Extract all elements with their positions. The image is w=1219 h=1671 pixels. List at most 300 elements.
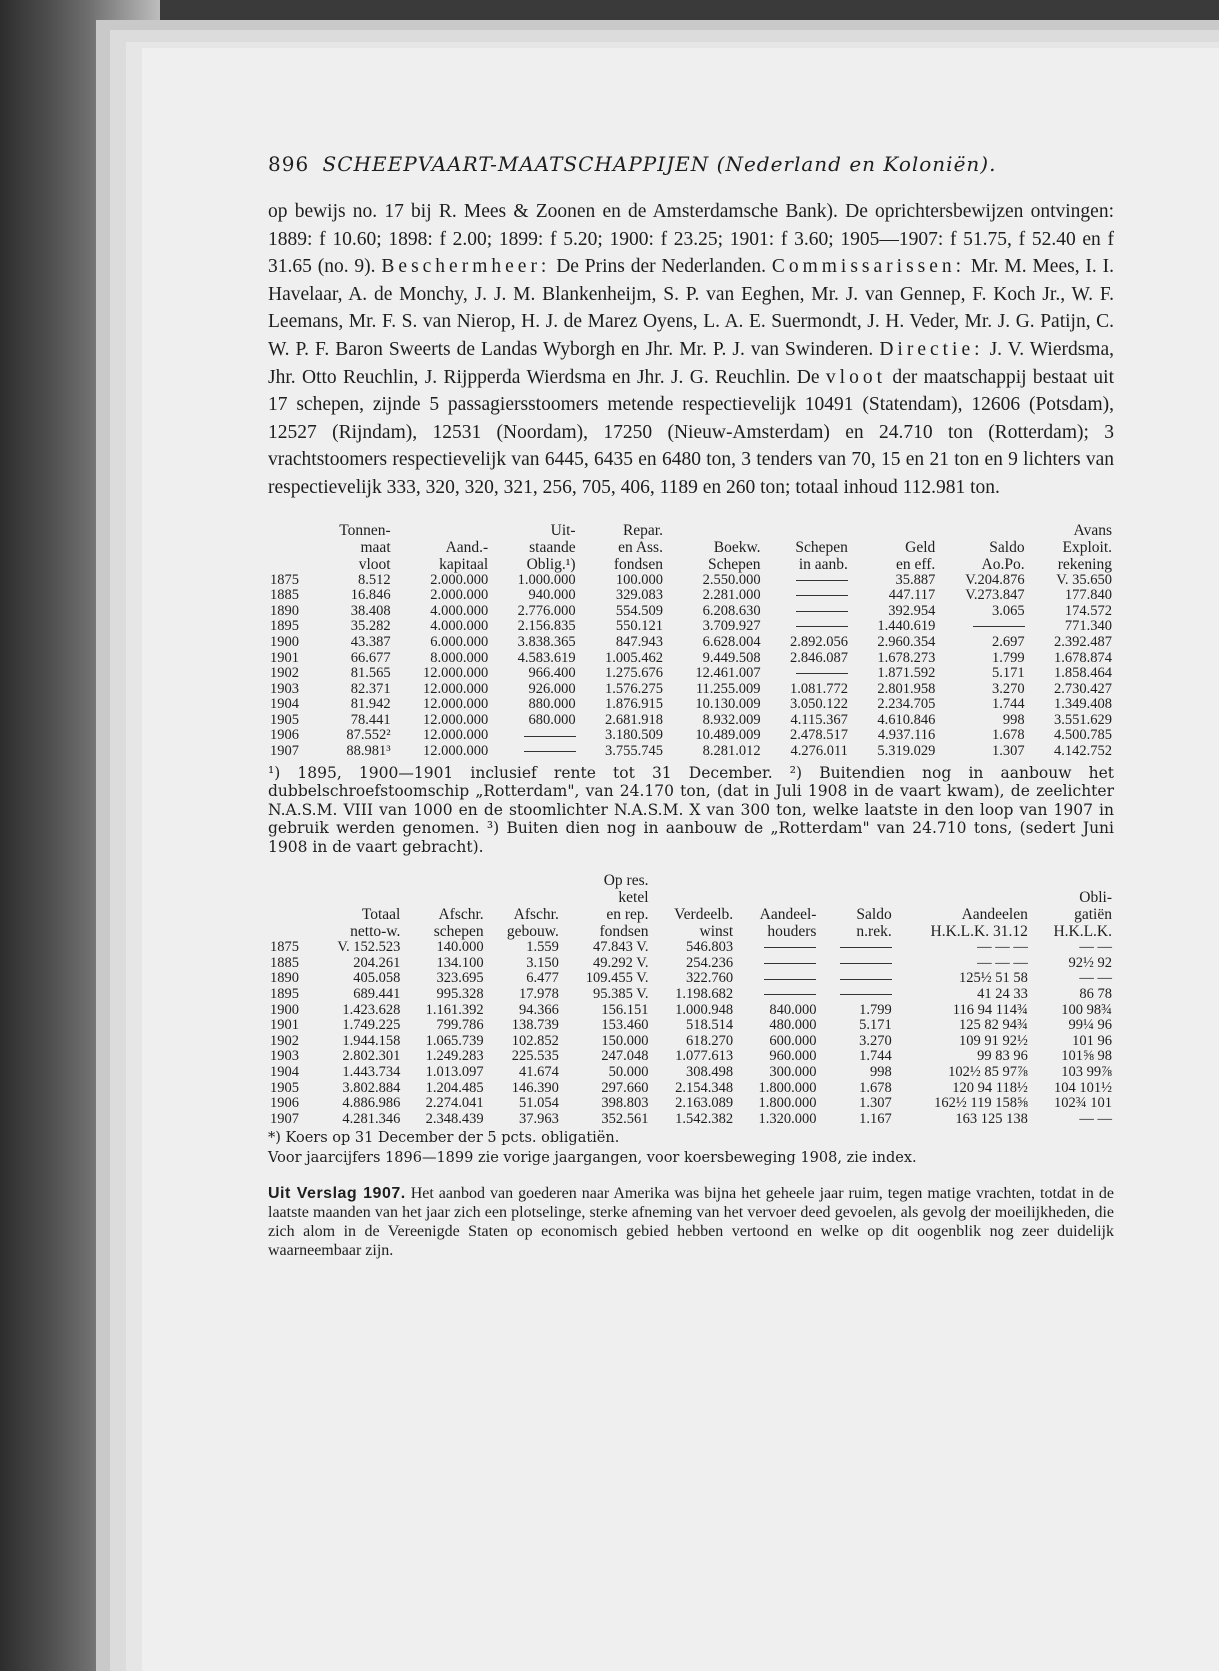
- value-cell: 10.130.009: [695, 696, 761, 713]
- value-cell: 11.255.009: [695, 680, 761, 697]
- value-cell: — —: [1079, 1110, 1112, 1127]
- table-row: [268, 728, 1114, 744]
- value-cell: 1.065.739: [425, 1032, 484, 1049]
- value-cell: 323.695: [436, 970, 484, 987]
- value-cell: 8.932.009: [702, 711, 761, 728]
- value-cell: 1.944.158: [342, 1032, 401, 1049]
- value-cell: — —: [1079, 970, 1112, 987]
- value-cell: 247.048: [601, 1048, 649, 1065]
- verslag-lead: Uit Verslag 1907.: [268, 1185, 406, 1203]
- year-cell: 1875: [270, 571, 299, 588]
- table-header-row: [268, 522, 1114, 573]
- value-cell: 2.550.000: [702, 571, 761, 588]
- value-cell: 1.858.464: [1054, 665, 1112, 682]
- value-cell: 2.281.000: [702, 587, 761, 604]
- value-cell: 99 83 96: [977, 1048, 1028, 1065]
- value-cell: 92½ 92: [1068, 954, 1112, 971]
- year-cell: 1907: [270, 743, 299, 760]
- column-header: Saldo n.rek.: [856, 906, 892, 941]
- value-cell: 8.512: [358, 571, 391, 588]
- value-cell: 2.392.487: [1054, 633, 1112, 650]
- value-cell: 392.954: [888, 602, 936, 619]
- dash-mark: [796, 626, 848, 627]
- value-cell: 102½ 85 97⅞: [948, 1063, 1028, 1080]
- year-cell: 1890: [270, 970, 299, 987]
- column-header: Aandeelen H.K.L.K. 31.12: [930, 906, 1028, 941]
- table-row: [268, 1003, 1114, 1019]
- value-cell: 12.000.000: [422, 665, 489, 682]
- value-cell: 12.000.000: [422, 696, 489, 713]
- value-cell: 41 24 33: [977, 985, 1028, 1002]
- value-cell: [818, 987, 893, 1003]
- value-cell: [735, 971, 818, 987]
- value-cell: 1.077.613: [675, 1048, 734, 1065]
- value-cell: 322.760: [686, 970, 734, 987]
- year-cell: 1904: [270, 696, 299, 713]
- value-cell: 799.786: [436, 1017, 484, 1034]
- value-cell: 2.156.835: [517, 618, 576, 635]
- value-cell: — — —: [977, 954, 1028, 971]
- year-cell: 1905: [270, 1079, 299, 1096]
- value-cell: 300.000: [769, 1063, 817, 1080]
- value-cell: 1.799: [859, 1001, 892, 1018]
- year-cell: 1906: [270, 1095, 299, 1112]
- verslag-text: Het aanbod van goederen naar Amerika was bijna het geheele jaar ruim, tegen matige vrachten, totdat in de laatste maanden van het jaar zich een plotselinge, sterke afneming van het vervoer deed gevoelen, als gevolg der moeilijkheden, die zich alom in de Vereenigde Staten op economisch gebied hebben vertoond en welke op dit oogenblik nog zeer duidelijk waarneembaar zijn.: [268, 1185, 1115, 1259]
- dash-mark: [524, 751, 576, 752]
- vloot-pre: De: [796, 366, 820, 388]
- value-cell: 1.744: [859, 1048, 892, 1065]
- value-cell: 78.441: [350, 711, 391, 728]
- value-cell: 554.509: [615, 602, 663, 619]
- value-cell: 109 91 92½: [958, 1032, 1028, 1049]
- value-cell: 50.000: [608, 1063, 649, 1080]
- value-cell: 2.776.000: [517, 602, 576, 619]
- results-footnote: *) Koers op 31 December der 5 pcts. obligatiën.: [268, 1130, 620, 1147]
- table-row: [268, 682, 1114, 698]
- value-cell: 329.083: [615, 587, 663, 604]
- value-cell: 4.937.116: [877, 727, 936, 744]
- value-cell: 1.000.948: [675, 1001, 734, 1018]
- value-cell: [937, 619, 1026, 635]
- year-cell: 1906: [270, 727, 299, 744]
- value-cell: 3.050.122: [789, 696, 848, 713]
- value-cell: 4.610.846: [877, 711, 936, 728]
- value-cell: 81.565: [350, 665, 391, 682]
- value-cell: 41.674: [518, 1063, 559, 1080]
- value-cell: 100.000: [615, 571, 663, 588]
- value-cell: 138.739: [511, 1017, 559, 1034]
- value-cell: 9.449.508: [702, 649, 761, 666]
- year-cell: 1900: [270, 633, 299, 650]
- value-cell: 146.390: [511, 1079, 559, 1096]
- value-cell: 1.307: [859, 1095, 892, 1112]
- value-cell: [763, 604, 850, 620]
- value-cell: 95.385 V.: [593, 985, 649, 1002]
- column-header: Saldo Ao.Po.: [981, 538, 1025, 573]
- year-cell: 1907: [270, 1110, 299, 1127]
- beschermheer-text: De Prins der Nederlanden.: [556, 256, 766, 278]
- table-row: [268, 940, 1114, 956]
- directie-text: J. V. Wierdsma, Jhr. Otto Reuchlin, J. Rijpperda Wierdsma en Jhr. J. G. Reuchlin.: [268, 338, 1115, 388]
- value-cell: 125 82 94¾: [958, 1017, 1028, 1034]
- value-cell: [763, 573, 850, 589]
- column-header: Totaal netto-w.: [350, 906, 401, 941]
- value-cell: 2.697: [991, 633, 1025, 650]
- value-cell: 116 94 114¾: [952, 1001, 1028, 1018]
- value-cell: 140.000: [436, 939, 484, 956]
- value-cell: 2.163.089: [675, 1095, 734, 1112]
- vloot-text: der maatschappij bestaat uit 17 schepen, zijnde 5 passagiersstoomers metende respectievelijk 10491 (Statendam), 12606 (Potsdam), 12527 (Rijndam), 12531 (Noordam), 17250 (Nieuw-Amsterdam) en 24.710 ton (Rotterdam); 3 vrachtstoomers respectievelijk van 6445, 6435 en 6480 ton, 3 tenders van 70, 15 en 21 ton en 9 lichters van respectievelijk 333, 320, 320, 321, 256, 705, 406, 1189 en 260 ton; totaal inhoud 112.981 ton.: [268, 366, 1114, 498]
- table-header-row: [268, 872, 1114, 940]
- value-cell: 134.100: [436, 954, 484, 971]
- table-row: [268, 1081, 1114, 1097]
- value-cell: 3.180.509: [604, 727, 663, 744]
- value-cell: 1.440.619: [877, 618, 936, 635]
- value-cell: 4.500.785: [1054, 727, 1112, 744]
- value-cell: 86 78: [1079, 985, 1112, 1002]
- value-cell: 352.561: [601, 1110, 649, 1127]
- year-cell: 1904: [270, 1063, 299, 1080]
- value-cell: 1.542.382: [675, 1110, 734, 1127]
- value-cell: 102¾ 101: [1054, 1095, 1112, 1112]
- value-cell: 2.274.041: [425, 1095, 484, 1112]
- value-cell: 254.236: [686, 954, 734, 971]
- value-cell: 3.709.927: [702, 618, 761, 635]
- commissarissen-label: Commissarissen:: [771, 256, 966, 278]
- column-header: Aand.- kapitaal: [439, 538, 489, 573]
- value-cell: 998: [869, 1063, 892, 1080]
- header-title: SCHEEPVAART-MAATSCHAPPIJEN (Nederland en Koloniën).: [322, 152, 997, 176]
- dash-mark: [796, 580, 848, 581]
- value-cell: 16.846: [350, 587, 391, 604]
- dash-mark: [796, 611, 848, 612]
- table-row: [268, 573, 1114, 589]
- value-cell: 153.460: [601, 1017, 649, 1034]
- intro-paragraph: [268, 198, 1114, 502]
- value-cell: 995.328: [436, 985, 484, 1002]
- value-cell: 1.423.628: [342, 1001, 401, 1018]
- value-cell: 6.477: [526, 970, 559, 987]
- column-header: Obli- gatiën H.K.L.K.: [1053, 889, 1112, 941]
- value-cell: 3.755.745: [604, 743, 663, 760]
- value-cell: [490, 728, 577, 744]
- value-cell: 37.963: [518, 1110, 559, 1127]
- value-cell: 2.000.000: [430, 587, 489, 604]
- value-cell: V. 152.523: [337, 939, 401, 956]
- dash-mark: [524, 736, 576, 737]
- dash-mark: [796, 673, 848, 674]
- table-row: [268, 1096, 1114, 1112]
- value-cell: V. 35.650: [1056, 571, 1112, 588]
- value-cell: 4.583.619: [517, 649, 576, 666]
- value-cell: 81.942: [350, 696, 391, 713]
- value-cell: [490, 744, 577, 760]
- column-header: [268, 522, 315, 573]
- value-cell: 618.270: [686, 1032, 734, 1049]
- value-cell: 926.000: [528, 680, 576, 697]
- dash-mark: [840, 963, 892, 964]
- value-cell: 1.800.000: [758, 1095, 817, 1112]
- value-cell: 174.572: [1064, 602, 1112, 619]
- dash-mark: [973, 626, 1025, 627]
- value-cell: 2.801.958: [877, 680, 936, 697]
- value-cell: 82.371: [350, 680, 391, 697]
- value-cell: 88.981³: [346, 743, 391, 760]
- value-cell: 771.340: [1064, 618, 1112, 635]
- results-note: Voor jaarcijfers 1896—1899 zie vorige jaargangen, voor koersbeweging 1908, zie index.: [268, 1150, 917, 1167]
- dash-mark: [796, 595, 848, 596]
- value-cell: 47.843 V.: [593, 939, 649, 956]
- value-cell: 2.348.439: [425, 1110, 484, 1127]
- value-cell: 8.000.000: [430, 649, 489, 666]
- year-cell: 1902: [270, 1032, 299, 1049]
- table-row: [268, 635, 1114, 651]
- table-row: [268, 1018, 1114, 1034]
- column-header: Uit- staande Oblig.¹): [526, 521, 576, 573]
- value-cell: 49.292 V.: [593, 954, 649, 971]
- value-cell: 162½ 119 158⅝: [934, 1095, 1028, 1112]
- value-cell: 1.678: [859, 1079, 892, 1096]
- value-cell: 150.000: [601, 1032, 649, 1049]
- dash-mark: [840, 994, 892, 995]
- value-cell: 6.000.000: [430, 633, 489, 650]
- results-table: [268, 872, 1114, 1127]
- value-cell: 1.443.734: [342, 1063, 401, 1080]
- commissarissen-text: Mr. M. Mees, I. I. Havelaar, A. de Monchy, J. J. M. Blankenheijm, S. P. van Eeghen, Mr. J. van Gennep, F. Koch Jr., W. F. Leemans, Mr. F. S. van Nierop, H. J. de Marez Oyens, L. A. E. Suermondt, J. H. Veder, Mr. J. G. Patijn, C. W. P. F. Baron Sweerts de Landas Wyborgh en Jhr. Mr. P. J. van Swinderen.: [268, 256, 1114, 360]
- value-cell: 5.319.029: [877, 743, 936, 760]
- column-header: Avans Exploit. rekening: [1057, 521, 1112, 573]
- value-cell: 12.000.000: [422, 727, 489, 744]
- value-cell: [818, 956, 893, 972]
- value-cell: 6.208.630: [702, 602, 761, 619]
- value-cell: 4.276.011: [790, 743, 848, 760]
- value-cell: 308.498: [686, 1063, 734, 1080]
- value-cell: 847.943: [615, 633, 663, 650]
- value-cell: 3.551.629: [1054, 711, 1112, 728]
- table-row: [268, 971, 1114, 987]
- year-cell: 1895: [270, 618, 299, 635]
- value-cell: [763, 588, 850, 604]
- running-header: [268, 152, 1114, 176]
- balance-footnote: ¹) 1895, 1900—1901 inclusief rente tot 31 December. ²) Buitendien nog in aanbouw het dubbelschroefstoomschip „Rotterdam", van 24.170 ton, (dat in Juli 1908 in de vaart kwam), de zeelichter N.A.S.M. VIII van 1000 en de stoomlichter N.A.S.M. X van 300 ton, welke laatste in den loop van 1907 in gebruik werden genomen. ³) Buiten dien nog in aanbouw de „Rotterdam" van 24.710 tons, (sedert Juni 1908 in de vaart gebracht).: [268, 763, 1114, 856]
- value-cell: V.273.847: [965, 587, 1025, 604]
- year-cell: 1890: [270, 602, 299, 619]
- value-cell: 2.000.000: [430, 571, 489, 588]
- value-cell: 689.441: [353, 985, 401, 1002]
- value-cell: 225.535: [511, 1048, 559, 1065]
- balance-table: [268, 522, 1114, 760]
- value-cell: 840.000: [769, 1001, 817, 1018]
- year-cell: 1901: [270, 1017, 299, 1034]
- dash-mark: [764, 947, 816, 948]
- page-content: [268, 152, 1114, 1276]
- value-cell: 1.871.592: [877, 665, 936, 682]
- value-cell: [763, 619, 850, 635]
- value-cell: 2.960.354: [877, 633, 936, 650]
- value-cell: 1.320.000: [758, 1110, 817, 1127]
- value-cell: [735, 940, 818, 956]
- value-cell: 1.013.097: [425, 1063, 484, 1080]
- value-cell: 447.117: [888, 587, 936, 604]
- value-cell: 1.307: [991, 743, 1025, 760]
- table-row: [268, 697, 1114, 713]
- value-cell: 6.628.004: [702, 633, 761, 650]
- dash-mark: [840, 947, 892, 948]
- value-cell: 204.261: [353, 954, 401, 971]
- value-cell: [735, 987, 818, 1003]
- value-cell: 998: [1002, 711, 1025, 728]
- value-cell: 100 98¾: [1061, 1001, 1112, 1018]
- value-cell: 12.000.000: [422, 743, 489, 760]
- value-cell: 120 94 118½: [952, 1079, 1028, 1096]
- column-header: Verdeelb. winst: [674, 906, 734, 941]
- value-cell: 1.204.485: [425, 1079, 484, 1096]
- value-cell: 5.171: [991, 665, 1025, 682]
- value-cell: 1.744: [991, 696, 1025, 713]
- value-cell: 35.282: [350, 618, 391, 635]
- value-cell: V.204.876: [965, 571, 1025, 588]
- value-cell: 4.281.346: [342, 1110, 401, 1127]
- value-cell: 156.151: [601, 1001, 649, 1018]
- table-row: [268, 619, 1114, 635]
- table-row: [268, 1049, 1114, 1065]
- value-cell: 550.121: [615, 618, 663, 635]
- value-cell: 109.455 V.: [585, 970, 649, 987]
- value-cell: 2.846.087: [789, 649, 848, 666]
- column-header: Aandeel- houders: [759, 906, 817, 941]
- value-cell: 104 101½: [1054, 1079, 1112, 1096]
- table-row: [268, 744, 1114, 760]
- value-cell: [818, 940, 893, 956]
- value-cell: 12.000.000: [422, 711, 489, 728]
- year-cell: 1895: [270, 985, 299, 1002]
- value-cell: 1.678: [991, 727, 1025, 744]
- value-cell: 1.249.283: [425, 1048, 484, 1065]
- value-cell: 43.387: [350, 633, 391, 650]
- value-cell: 4.115.367: [790, 711, 848, 728]
- column-header: Repar. en Ass. fondsen: [613, 521, 663, 573]
- verslag-paragraph: [268, 1185, 1114, 1260]
- value-cell: 2.154.348: [675, 1079, 734, 1096]
- value-cell: 1.559: [526, 939, 559, 956]
- value-cell: 3.802.884: [342, 1079, 401, 1096]
- value-cell: 1.678.874: [1054, 649, 1112, 666]
- column-header: Op res. ketel en rep. fondsen: [599, 872, 649, 941]
- table-row: [268, 713, 1114, 729]
- year-cell: 1902: [270, 665, 299, 682]
- value-cell: 680.000: [528, 711, 576, 728]
- value-cell: [735, 956, 818, 972]
- table-row: [268, 987, 1114, 1003]
- value-cell: 125½ 51 58: [958, 970, 1028, 987]
- value-cell: 101 96: [1072, 1032, 1112, 1049]
- value-cell: 103 99⅞: [1061, 1063, 1112, 1080]
- value-cell: 8.281.012: [702, 743, 761, 760]
- table-row: [268, 1034, 1114, 1050]
- column-header: Afschr. gebouw.: [506, 906, 559, 941]
- value-cell: 1.749.225: [342, 1017, 401, 1034]
- value-cell: 297.660: [601, 1079, 649, 1096]
- column-header: Schepen in aanb.: [795, 538, 848, 573]
- value-cell: [763, 666, 850, 682]
- column-header: Afschr. schepen: [433, 906, 484, 941]
- column-header: Geld en eff.: [896, 538, 936, 573]
- beschermheer-label: Beschermheer:: [381, 256, 551, 278]
- value-cell: — — —: [977, 939, 1028, 956]
- dash-mark: [840, 979, 892, 980]
- value-cell: 102.852: [511, 1032, 559, 1049]
- value-cell: 480.000: [769, 1017, 817, 1034]
- value-cell: 1.000.000: [517, 571, 576, 588]
- value-cell: 38.408: [350, 602, 391, 619]
- value-cell: — —: [1079, 939, 1112, 956]
- table-body: [268, 573, 1114, 760]
- value-cell: 51.054: [518, 1095, 559, 1112]
- value-cell: 1.275.676: [604, 665, 663, 682]
- value-cell: 1.198.682: [675, 985, 734, 1002]
- value-cell: 880.000: [528, 696, 576, 713]
- value-cell: 3.065: [991, 602, 1025, 619]
- value-cell: 66.677: [350, 649, 391, 666]
- dash-mark: [764, 994, 816, 995]
- table-row: [268, 604, 1114, 620]
- value-cell: 600.000: [769, 1032, 817, 1049]
- intro-text: op bewijs no. 17 bij R. Mees & Zoonen en de Amsterdamsche Bank). De oprichtersbewijzen ontvingen: 1889: f 10.60; 1898: f 2.00; 1899: f 5.20; 1900: f 23.25; 1901: f 3.60; 1905—1907: f 51.75, f 52.40 en f 31.65 (no. 9).: [268, 201, 1114, 278]
- value-cell: 10.489.009: [695, 727, 761, 744]
- value-cell: 2.681.918: [604, 711, 663, 728]
- value-cell: 1.081.772: [789, 680, 848, 697]
- value-cell: 12.461.007: [695, 665, 761, 682]
- value-cell: 1.005.462: [604, 649, 663, 666]
- table-row: [268, 588, 1114, 604]
- value-cell: 1.576.275: [604, 680, 663, 697]
- value-cell: 5.171: [859, 1017, 892, 1034]
- column-header: Boekw. Schepen: [708, 538, 761, 573]
- value-cell: 2.892.056: [789, 633, 848, 650]
- value-cell: 3.270: [859, 1032, 892, 1049]
- value-cell: 1.167: [859, 1110, 892, 1127]
- table-row: [268, 651, 1114, 667]
- value-cell: 1.876.915: [604, 696, 663, 713]
- year-cell: 1900: [270, 1001, 299, 1018]
- table-row: [268, 1112, 1114, 1128]
- value-cell: 177.840: [1064, 587, 1112, 604]
- value-cell: 2.478.517: [789, 727, 848, 744]
- year-cell: 1903: [270, 1048, 299, 1065]
- value-cell: 4.886.986: [342, 1095, 401, 1112]
- value-cell: 163 125 138: [955, 1110, 1028, 1127]
- value-cell: 94.366: [518, 1001, 559, 1018]
- year-cell: 1903: [270, 680, 299, 697]
- value-cell: 3.150: [526, 954, 559, 971]
- value-cell: 960.000: [769, 1048, 817, 1065]
- value-cell: 546.803: [686, 939, 734, 956]
- vloot-label: vloot: [825, 366, 886, 388]
- value-cell: 940.000: [528, 587, 576, 604]
- page-number: 896: [268, 152, 310, 176]
- table-row: [268, 666, 1114, 682]
- value-cell: 2.802.301: [342, 1048, 401, 1065]
- table-body: [268, 940, 1114, 1127]
- year-cell: 1875: [270, 939, 299, 956]
- directie-label: Directie:: [879, 338, 984, 360]
- value-cell: [818, 971, 893, 987]
- value-cell: 99¼ 96: [1068, 1017, 1112, 1034]
- dash-mark: [764, 979, 816, 980]
- value-cell: 405.058: [353, 970, 401, 987]
- year-cell: 1901: [270, 649, 299, 666]
- column-header: Tonnen- maat vloot: [339, 521, 391, 573]
